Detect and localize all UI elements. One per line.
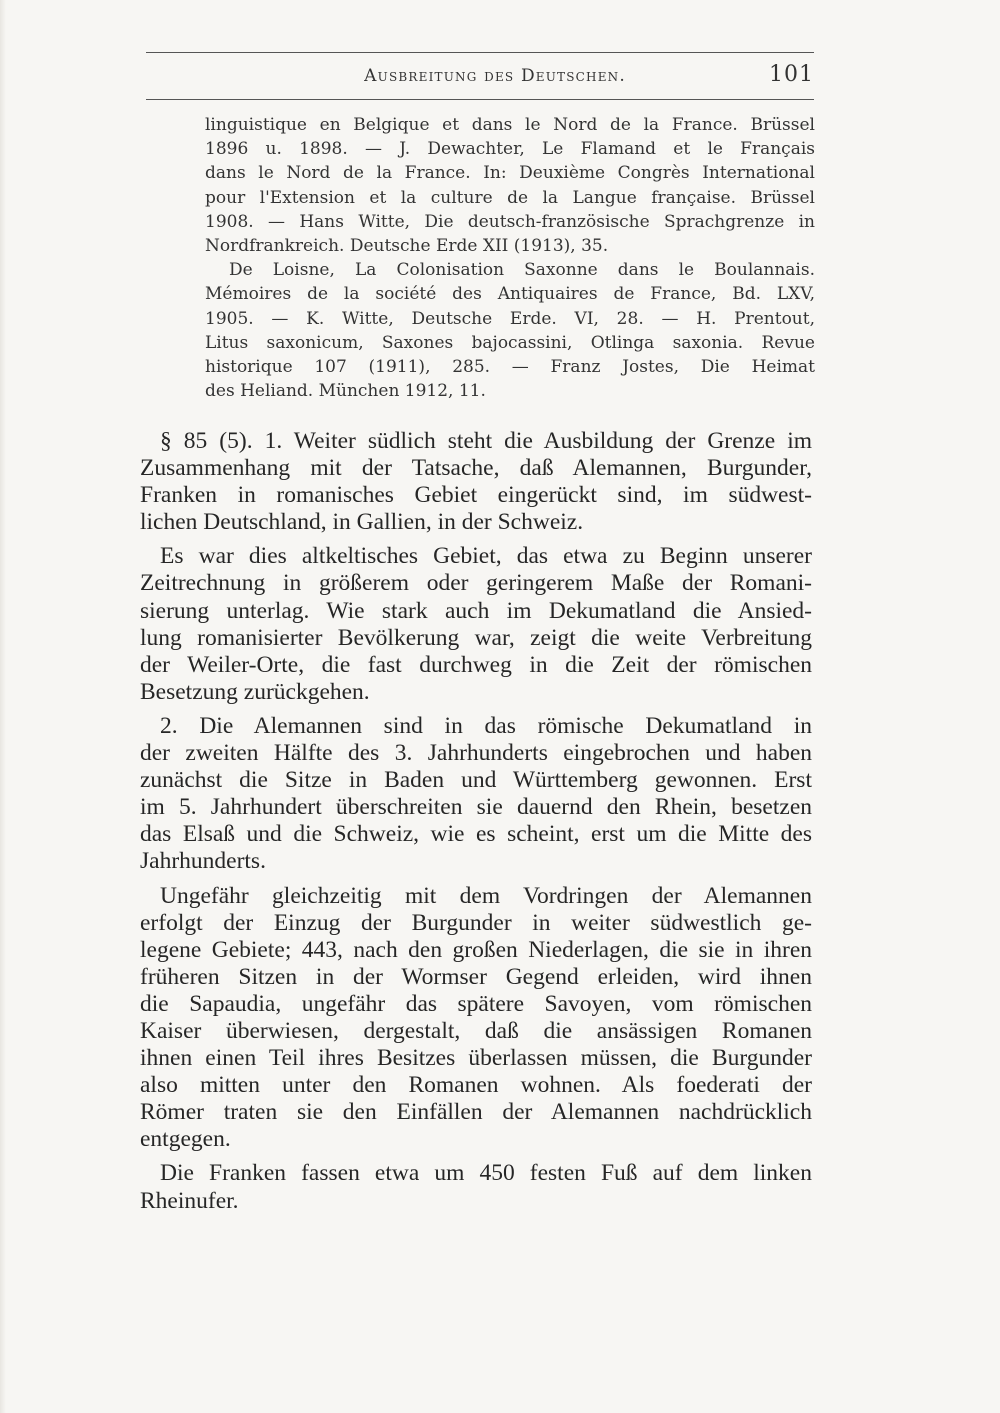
running-head [146, 62, 814, 92]
text-line: Es war dies altkeltisches Gebiet, das etwa zu Beginn unserer [160, 543, 812, 570]
paragraph-4 [140, 883, 812, 1154]
text-line: Zeitrechnung in größerem oder geringerem Maße der Romani- [140, 570, 812, 597]
text-line: lichen Deutschland, in Gallien, in der Schweiz. [140, 509, 584, 536]
text-line: Besetzung zurückgehen. [140, 678, 370, 705]
page-edge-shadow [0, 0, 6, 1413]
bib-line: linguistique en Belgique et dans le Nord de la France. Brüssel [205, 115, 815, 135]
text-line: Rheinufer. [140, 1187, 239, 1214]
running-title: Ausbreitung des Deutschen. [364, 66, 626, 86]
text-line: ihnen einen Teil ihres Besitzes überlassen müssen, die Burgunder [140, 1045, 812, 1072]
paragraph-2 [140, 543, 812, 706]
text-line: Jahrhunderts. [140, 848, 266, 875]
bib-line: dans le Nord de la France. In: Deuxième Congrès International [205, 163, 815, 184]
text-line: Römer traten sie den Einfällen der Alemannen nachdrücklich [140, 1099, 812, 1126]
text-line: Kaiser überwiesen, dergestalt, daß die ansässigen Romanen [140, 1017, 812, 1044]
text-line: früheren Sitzen in der Wormser Gegend erleiden, wird ihnen [140, 963, 812, 990]
text-line: das Elsaß und die Schweiz, wie es scheint, erst um die Mitte des [140, 821, 812, 848]
text-line: sierung unterlag. Wie stark auch im Dekumatland die Ansied- [140, 597, 812, 624]
text-line: der Weiler-Orte, die fast durchweg in die Zeit der römischen [140, 651, 812, 678]
bibliography-entry-1 [205, 113, 815, 258]
text-line: Die Franken fassen etwa um 450 festen Fuß auf dem linken [160, 1160, 812, 1187]
text-line: Zusammenhang mit der Tatsache, daß Alemannen, Burgunder, [140, 455, 812, 482]
text-line: erfolgt der Einzug der Burgunder in weiter südwestlich ge- [140, 909, 812, 936]
bib-line: De Loisne, La Colonisation Saxonne dans le Boulannais. [229, 260, 815, 281]
bib-line: 1896 u. 1898. — J. Dewachter, Le Flamand et le Français [205, 139, 815, 160]
bib-line: Nordfrankreich. Deutsche Erde XII (1913), 35. [205, 236, 609, 257]
bib-line: 1908. — Hans Witte, Die deutsch-französische Sprachgrenze in [205, 211, 815, 232]
page-number: 101 [769, 62, 814, 87]
bibliography-entry-2 [205, 258, 815, 282]
text-line: Franken in romanisches Gebiet eingerückt sind, im südwest- [140, 482, 812, 509]
text-line: der zweiten Hälfte des 3. Jahrhunderts eingebrochen und haben [140, 740, 812, 767]
text-line: im 5. Jahrhundert überschreiten sie dauernd den Rhein, besetzen [140, 794, 812, 821]
text-line: legene Gebiete; 443, nach den großen Niederlagen, die sie in ihren [140, 936, 812, 963]
text-line: die Sapaudia, ungefähr das spätere Savoyen, vom römischen [140, 990, 812, 1017]
text-line: lung romanisierter Bevölkerung war, zeigt die weite Verbreitung [140, 624, 812, 651]
bib-line: historique 107 (1911), 285. — Franz Jostes, Die Heimat [205, 357, 815, 378]
bib-line: Mémoires de la société des Antiquaires de France, Bd. LXV, [205, 284, 815, 305]
bib-line: pour l'Extension et la culture de la Langue française. Brüssel [205, 187, 815, 208]
bibliography-entry-2-cont [205, 282, 815, 403]
header-rule-bottom [146, 99, 814, 100]
text-line: Ungefähr gleichzeitig mit dem Vordringen der Alemannen [160, 882, 812, 909]
header-rule-top [146, 52, 814, 53]
paragraph-5 [140, 1160, 812, 1214]
paragraph-1 [140, 428, 812, 536]
paragraph-3 [140, 713, 812, 876]
bib-line: des Heliand. München 1912, 11. [205, 381, 486, 402]
bibliography-block [205, 113, 815, 403]
main-text [140, 428, 812, 1222]
bib-line: Litus saxonicum, Saxones bajocassini, Otlinga saxonia. Revue [205, 332, 815, 353]
text-line: zunächst die Sitze in Baden und Württemberg gewonnen. Erst [140, 767, 812, 794]
text-line: also mitten unter den Romanen wohnen. Als foederati der [140, 1072, 812, 1099]
text-line: entgegen. [140, 1126, 231, 1153]
bib-line: 1905. — K. Witte, Deutsche Erde. VI, 28. — H. Prentout, [205, 308, 815, 329]
text-line: 2. Die Alemannen sind in das römische Dekumatland in [160, 712, 812, 739]
text-line: § 85 (5). 1. Weiter südlich steht die Ausbildung der Grenze im [160, 428, 812, 454]
